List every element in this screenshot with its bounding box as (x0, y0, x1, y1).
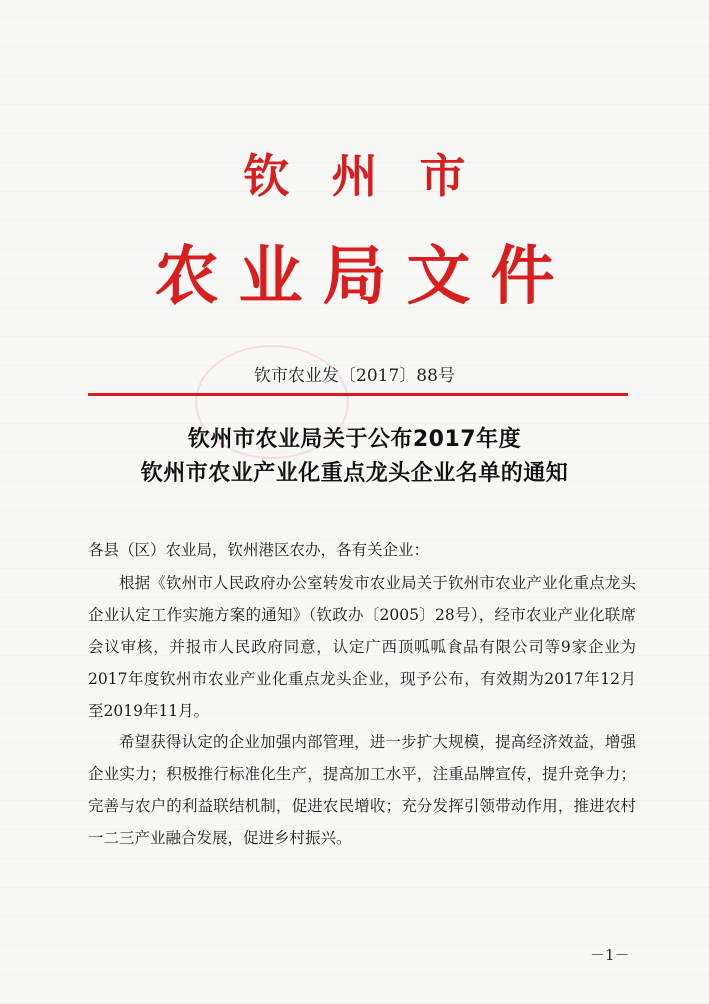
document-number: 钦市农业发〔2017〕88号 (254, 366, 455, 386)
document-title-line-1: 钦州市农业局关于公布2017年度 (187, 427, 522, 452)
body-paragraph-2: 希望获得认定的企业加强内部管理，进一步扩大规模，提高经济效益，增强企业实力；积极推行标准化生产，提高加工水平，注重品牌宣传，提升竞争力；完善与农户的利益联结机制，促进农民增收；充分发挥引领带动作用，推进农村一二三产业融合发展，促进乡村振兴。 (88, 733, 636, 847)
body-paragraph-1: 根据《钦州市人民政府办公室转发市农业局关于钦州市农业产业化重点龙头企业认定工作实施方案的通知》（钦政办〔2005〕28号），经市农业产业化联席会议审核，并报市人民政府同意，认定广西顶呱呱食品有限公司等9家企业为2017年度钦州市农业产业化重点龙头企业，现予公布，有效期为2017年12月至2019年11月。 (88, 574, 636, 720)
document-title-line-2: 钦州市农业产业化重点龙头企业名单的通知 (140, 461, 569, 486)
addressee: 各县（区）农业局，钦州港区农办，各有关企业： (88, 541, 430, 559)
header-red-rule (88, 393, 628, 396)
page-number: －1－ (590, 946, 630, 964)
header-bureau-file: 农业局文件 (154, 240, 575, 314)
header-city: 钦州市 (243, 149, 508, 203)
